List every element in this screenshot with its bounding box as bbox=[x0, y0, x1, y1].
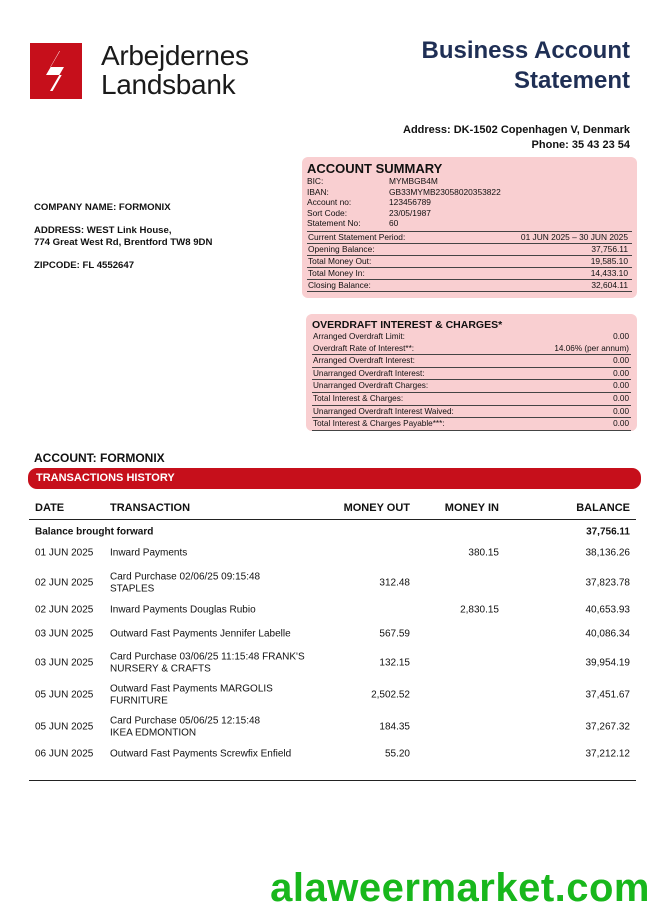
column-money-out: MONEY OUT bbox=[343, 502, 410, 514]
document-title-line2: Statement bbox=[513, 67, 630, 94]
row-date: 02 JUN 2025 bbox=[35, 604, 94, 616]
summary-detail-label: IBAN: bbox=[307, 186, 329, 197]
row-money-in: 380.15 bbox=[468, 547, 499, 559]
row-money-out: 312.48 bbox=[379, 577, 410, 589]
row-transaction: Outward Fast Payments Screwfix Enfield bbox=[110, 748, 292, 760]
balance-brought-forward-row bbox=[29, 523, 636, 541]
overdraft-line-label: Unarranged Overdraft Interest Waived: bbox=[313, 406, 454, 416]
summary-detail-value: MYMBGB4M bbox=[389, 176, 438, 186]
overdraft-line-value: 0.00 bbox=[613, 368, 629, 378]
overdraft-line-value: 0.00 bbox=[613, 393, 629, 403]
bank-name-line2: Landsbank bbox=[101, 69, 236, 100]
summary-line-value: 19,585.10 bbox=[590, 255, 628, 266]
row-date: 02 JUN 2025 bbox=[35, 577, 94, 589]
overdraft-line-label: Total Interest & Charges Payable***: bbox=[313, 419, 445, 429]
overdraft-line-value: 0.00 bbox=[613, 419, 629, 429]
row-transaction: Inward Payments Douglas Rubio bbox=[110, 604, 256, 616]
branch-address: Address: DK-1502 Copenhagen V, Denmark bbox=[403, 124, 630, 136]
overdraft-line-value: 14.06% (per annum) bbox=[554, 343, 629, 353]
document-title bbox=[422, 36, 631, 96]
branch-phone: Phone: 35 43 23 54 bbox=[531, 139, 630, 151]
table-row bbox=[29, 624, 636, 644]
row-transaction: Inward Payments bbox=[110, 547, 188, 559]
overdraft-line-row bbox=[312, 392, 631, 405]
column-balance: BALANCE bbox=[576, 502, 630, 514]
summary-detail-value: 60 bbox=[389, 218, 399, 228]
table-row bbox=[29, 600, 636, 620]
row-transaction: Card Purchase 02/06/25 09:15:48 STAPLES bbox=[110, 571, 261, 594]
bank-name bbox=[101, 41, 249, 99]
overdraft-line-row bbox=[312, 417, 631, 431]
row-date: 03 JUN 2025 bbox=[35, 628, 94, 640]
company-address-line2: 774 Great West Rd, Brentford TW8 9DN bbox=[34, 237, 213, 248]
row-balance: 38,136.26 bbox=[585, 547, 630, 559]
document-title-line1: Business Account bbox=[421, 37, 630, 64]
summary-detail-label: Sort Code: bbox=[307, 207, 348, 218]
summary-line-label: Total Money In: bbox=[308, 267, 365, 278]
summary-detail-row bbox=[307, 176, 632, 187]
watermark: alaweermarket.com bbox=[270, 866, 650, 910]
transactions-history-bar: TRANSACTIONS HISTORY bbox=[28, 468, 641, 489]
table-row bbox=[29, 543, 636, 563]
account-summary-heading: ACCOUNT SUMMARY bbox=[307, 161, 443, 176]
summary-detail-label: BIC: bbox=[307, 176, 324, 186]
bank-name-line1: Arbejdernes bbox=[101, 40, 249, 71]
bank-logo-icon bbox=[30, 43, 82, 99]
summary-detail-row bbox=[307, 218, 632, 229]
overdraft-line-label: Overdraft Rate of Interest**: bbox=[313, 343, 415, 353]
summary-line-label: Closing Balance: bbox=[308, 279, 371, 290]
summary-line-row bbox=[307, 255, 632, 267]
summary-line-value: 32,604.11 bbox=[591, 279, 628, 290]
row-balance: 37,823.78 bbox=[585, 577, 630, 589]
overdraft-line-value: 0.00 bbox=[613, 406, 629, 416]
company-zipcode: ZIPCODE: FL 4552647 bbox=[34, 260, 135, 271]
summary-detail-label: Statement No: bbox=[307, 218, 361, 228]
row-balance: 37,451.67 bbox=[585, 689, 630, 701]
overdraft-line-row bbox=[312, 379, 631, 392]
summary-detail-row bbox=[307, 208, 632, 219]
summary-line-row bbox=[307, 267, 632, 279]
row-date: 06 JUN 2025 bbox=[35, 748, 94, 760]
row-balance: 39,954.19 bbox=[585, 657, 630, 669]
row-money-out: 184.35 bbox=[379, 721, 410, 733]
row-balance: 40,653.93 bbox=[585, 604, 630, 616]
column-transaction: TRANSACTION bbox=[110, 502, 191, 514]
row-balance: 40,086.34 bbox=[585, 628, 630, 640]
summary-line-value: 37,756.11 bbox=[591, 243, 628, 254]
row-transaction: Card Purchase 03/06/25 11:15:48 FRANK'S NURSERY & CRAFTS bbox=[110, 651, 305, 674]
overdraft-line-label: Total Interest & Charges: bbox=[313, 393, 404, 403]
row-date: 01 JUN 2025 bbox=[35, 547, 94, 559]
summary-line-value: 01 JUN 2025 – 30 JUN 2025 bbox=[520, 231, 628, 242]
summary-line-label: Opening Balance: bbox=[308, 243, 375, 254]
overdraft-line-row bbox=[312, 354, 631, 367]
summary-line-row bbox=[307, 231, 632, 243]
row-date: 03 JUN 2025 bbox=[35, 657, 94, 669]
overdraft-line-row bbox=[312, 331, 631, 343]
row-money-in: 2,830.15 bbox=[460, 604, 499, 616]
account-label: ACCOUNT: FORMONIX bbox=[34, 451, 165, 465]
overdraft-line-value: 0.00 bbox=[613, 356, 629, 366]
row-balance: 37,212.12 bbox=[585, 748, 630, 760]
row-date: 05 JUN 2025 bbox=[35, 689, 94, 701]
summary-detail-value: GB33MYMB23058020353822 bbox=[389, 186, 501, 197]
company-details bbox=[34, 202, 212, 283]
row-date: 05 JUN 2025 bbox=[35, 721, 94, 733]
overdraft-line-label: Arranged Overdraft Interest: bbox=[313, 356, 415, 366]
table-end-rule bbox=[29, 780, 636, 781]
overdraft-line-row bbox=[312, 367, 631, 380]
summary-line-label: Current Statement Period: bbox=[308, 231, 406, 242]
overdraft-heading: OVERDRAFT INTEREST & CHARGES* bbox=[312, 319, 503, 331]
brought-forward-balance: 37,756.11 bbox=[586, 526, 630, 538]
summary-line-label: Total Money Out: bbox=[308, 255, 372, 266]
summary-detail-label: Account no: bbox=[307, 197, 352, 207]
summary-detail-row bbox=[307, 187, 632, 198]
account-summary-box bbox=[302, 157, 637, 298]
overdraft-line-row bbox=[312, 405, 631, 418]
row-transaction: Outward Fast Payments Jennifer Labelle bbox=[110, 628, 291, 640]
transactions-table-header bbox=[29, 497, 636, 520]
table-row bbox=[29, 568, 636, 598]
row-transaction: Card Purchase 05/06/25 12:15:48 IKEA EDMONTION bbox=[110, 715, 261, 738]
company-name: COMPANY NAME: FORMONIX bbox=[34, 202, 171, 213]
row-money-out: 55.20 bbox=[384, 748, 410, 760]
overdraft-line-label: Unarranged Overdraft Interest: bbox=[313, 368, 425, 378]
column-money-in: MONEY IN bbox=[444, 502, 499, 514]
row-money-out: 2,502.52 bbox=[371, 689, 410, 701]
table-row bbox=[29, 744, 636, 764]
company-address bbox=[34, 225, 212, 249]
summary-detail-row bbox=[307, 197, 632, 208]
row-balance: 37,267.32 bbox=[585, 721, 630, 733]
summary-line-value: 14,433.10 bbox=[590, 267, 628, 278]
overdraft-line-value: 0.00 bbox=[613, 332, 629, 341]
row-transaction: Outward Fast Payments MARGOLIS FURNITURE bbox=[110, 683, 273, 706]
overdraft-line-label: Unarranged Overdraft Charges: bbox=[313, 381, 429, 391]
overdraft-line-value: 0.00 bbox=[613, 381, 629, 391]
brought-forward-label: Balance brought forward bbox=[35, 526, 154, 538]
overdraft-line-label: Arranged Overdraft Limit: bbox=[313, 332, 405, 341]
column-date: DATE bbox=[35, 502, 65, 514]
overdraft-box bbox=[306, 314, 637, 431]
table-row bbox=[29, 648, 636, 678]
overdraft-line-row bbox=[312, 343, 631, 355]
row-money-out: 567.59 bbox=[379, 628, 410, 640]
summary-detail-value: 23/05/1987 bbox=[389, 207, 431, 218]
table-row bbox=[29, 680, 636, 710]
summary-line-row bbox=[307, 279, 632, 292]
table-row bbox=[29, 712, 636, 742]
summary-detail-value: 123456789 bbox=[389, 197, 431, 207]
summary-line-row bbox=[307, 243, 632, 255]
company-address-line1: ADDRESS: WEST Link House, bbox=[34, 225, 172, 236]
row-money-out: 132.15 bbox=[379, 657, 410, 669]
